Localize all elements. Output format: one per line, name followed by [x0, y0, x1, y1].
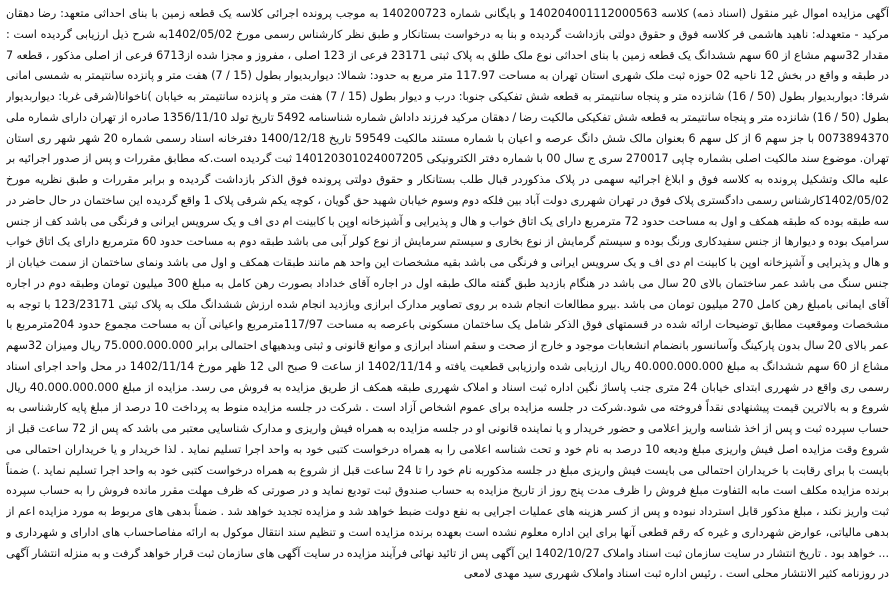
- auction-notice: [6, 4, 889, 609]
- auction-notice-text: آگهی مزایده اموال غیر منقول (اسناد ذمه) کلاسه 140204001112000563 و بایگانی شماره 140200723 به موجب پرونده اجرائی کلاسه یک قطعه زمین با بنای احداثی متعهد: رضا دهقان مرکید - متعهدله: ناهید هاشمی فر کلاسه فوق و حقوق دولتی بازداشت گردیده و بنا به درخواست بستانکار و طبق نظر کارشناس رسمی مورخ 1402/05/02به شرح ذیل ارزیابی گردیده است : مقدار 32سهم مشاع از 60 سهم ششدانگ یک قطعه زمین با بنای احداثی نوع ملک طلق به پلاک ثبتی 23171 فرعی از 123 اصلی ، مفروز و مجزا شده از6713 فرعی از اصلی مذکور ، قطعه 7 در طبقه و واقع در بخش 12 ناحیه 02 حوزه ثبت ملک شهری استان تهران به مساحت 117.97 متر مربع به حدود: شمالا: دیوار‌بدیوار بطول (15 / 7) هفت متر و پانزده سانتیمتر به شمسی امانی شرقا: دیوار‌بدیوار بطول (50 / 16) شانزده متر و پنجاه سانتیمتر به قطعه شش تفکیکی جنوبا: درب و دیوار بطول (15 / 7) هفت متر و پانزده سانتیمتر به خیابان )ناخوانا(شرقی غربا: دیواربدیوار بطول (50 / 16) شانزده متر و پنجاه سانتیمتر به قطعه شش تفکیکی مالکیت رضا / دهقان مرکید فرزند داداش شماره شناسنامه 5492 تاریخ تولد 1356/11/10 صادره از تهران دارای شماره ملی 0073894370 با جز سهم 6 از کل سهم 6 بعنوان مالک شش دانگ عرصه و اعیان با شماره مستند مالکیت 59549 تاریخ 1400/12/18 دفترخانه اسناد رسمی شماره 20 شهر شهر ری استان تهران. موضوع سند مالکیت اصلی بشماره چاپی 270017 سری ج سال 00 با شماره دفتر الکترونیکی 140120301024007205 ثبت گردیده است.که مطابق مقررات و پس از صدور اجرائیه بر علیه مالک وتشکیل پرونده به کلاسه فوق و ابلاغ اجرائیه سهمی در پلاک مذکوردر قبال طلب بستانکار و حقوق دولتی پرونده فوق الذکر بازداشت گردیده و برابر مقررات و طبق نظریه مورخ 1402/05/02کارشناس رسمی دادگستری پلاک فوق در تهران شهرری دولت آباد بین فلکه دوم وسوم خیابان شهید حق گویان ، کوچه یکم شرقی پلاک 1 واقع گردیده این ساختمان در حال حاضر در سه طبقه بوده که طبقه همکف و اول به مساحت حدود 72 مترمربع دارای یک اتاق خواب و هال و پذیرایی و آشپزخانه اوپن با کابینت ام دی اف و یک سرویس ایرانی و فرنگی می باشد کف از جنس سرامیک بوده و دیوارها از جنس سفیدکاری ورنگ بوده و سیستم گرمایش از نوع بخاری و سیستم سرمایش از نوع کولر آبی می باشد طبقه دوم به مساحت حدود 60 مترمربع دارای یک اتاق خواب و هال و پذیرایی و آشپزخانه اوپن با کابینت ام دی اف و یک سرویس ایرانی و فرنگی می باشد بقیه مشخصات این واحد هم مانند طبقات همکف و اول می باشد ونمای ساختمان از سمت خیابان از جنس سنگ می باشد عمر ساختمان بالای 20 سال می باشد در هنگام بازدید طبق گفته مالک طبقه اول در اجاره آقای خداداد بصورت رهن کامل به مبلغ 300 میلیون تومان وطبقه دوم در اجاره آقای ایمانی بامبلغ رهن کامل 270 میلیون تومان می باشد .بیرو مطالعات انجام شده بر روی تصاویر مدارک ابرازی وبازدید انجام شده ارزش ششدانگ ملک به پلاک ثبتی 123/23171 با توجه به مشخصات وموقعیت مطابق توضیحات ارائه شده در قسمتهای فوق الذکر شامل یک ساختمان مسکونی باعرصه به مساحت 117/97مترمربع واعیانی آن به مساحت مجموع حدود 204مترمربع با عمر بالای 20 سال بدون پارکینگ وآسانسور بانضمام انشعابات موجود و خارج از صحت و سقم اسناد ابرازی و موانع قانونی و ثبتی وبدهیهای احتمالی برابر 75.000.000.000 ریال ومیزان 32سهم مشاع از 60 سهم ششدانگ به مبلغ 40.000.000.000 ریال ارزیابی شده وارزیابی قطعیت یافته و 1402/11/14 از ساعت 9 صبح الی 12 ظهر مورخ 1402/11/14 در محل واحد اجرای اسناد رسمی ری واقع در شهرری ابتدای خیابان 24 متری جنب پاساژ نگین اداره ثبت اسناد و املاک شهرری طبقه همکف از طریق مزایده به فروش می رسد. مزایده از مبلغ 40.000.000.000 ریال شروع و به بالاترین قیمت پیشنهادی نقداً فروخته می شود.شرکت در جلسه مزایده برای عموم اشخاص آزاد است . شرکت در جلسه مزایده منوط به پرداخت 10 درصد از مبلغ پایه کارشناسی به حساب سپرده ثبت و پس از اخذ شناسه واریز اعلامی و حضور خریدار و یا نماینده قانونی او در جلسه مزایده به همراه فیش واریزی و مدارک شناسایی معتبر می باشد که پس از 72 ساعت قبل از شروع وقت مزایده اصل فیش واریزی مبلغ ودیعه 10 درصد به نام خود و تحت شناسه اعلامی را به همراه درخواست کتبی خود به واحد اجرا تسلیم نماید . لذا خریدار و یا خریداران احتمالی می بایست با برای رقابت با خریداران احتمالی می بایست فیش واریزی مبلغ در جلسه مذکوربه نام خود را تا 24 ساعت قبل از شروع به همراه درخواست کتبی خود به واحد اجرا تسلیم نماید .) ضمناً برنده مزایده مکلف است مابه التفاوت مبلغ فروش را ظرف مدت پنج روز از تاریخ مزایده به حساب صندوق ثبت تودیع نماید و در صورتی که ظرف مهلت مقرر مانده فروش را به حساب سپرده ثبت واریز نکند ، مبلغ مذکور قابل استرداد نبوده و پس از کسر هزینه های عملیات اجرایی به نفع دولت ضبط خواهد شد و مزایده تجدید خواهد شد . ضمناً بدهی های مربوط به مورد مزایده اعم از بدهی مالیاتی، عوارض شهرداری و غیره که رقم قطعی آنها برای این اداره معلوم نشده است بعهده برنده مزایده است و تنظیم سند انتقال موکول به ارائه مفاصاحساب های ادارای و شهرداری و ... خواهد بود . تاریخ انتشار در سایت سازمان ثبت اسناد واملاک 1402/10/27 این آگهی پس از تائید نهائی فرآیند مزایده در سایت آگهی های سازمان ثبت قرار خواهد گرفت و به منزله انتشار آگهی در روزنامه کثیر الانتشار محلی است . رئیس اداره ثبت اسناد واملاک شهرری سید مهدی لامعی: [6, 7, 889, 581]
